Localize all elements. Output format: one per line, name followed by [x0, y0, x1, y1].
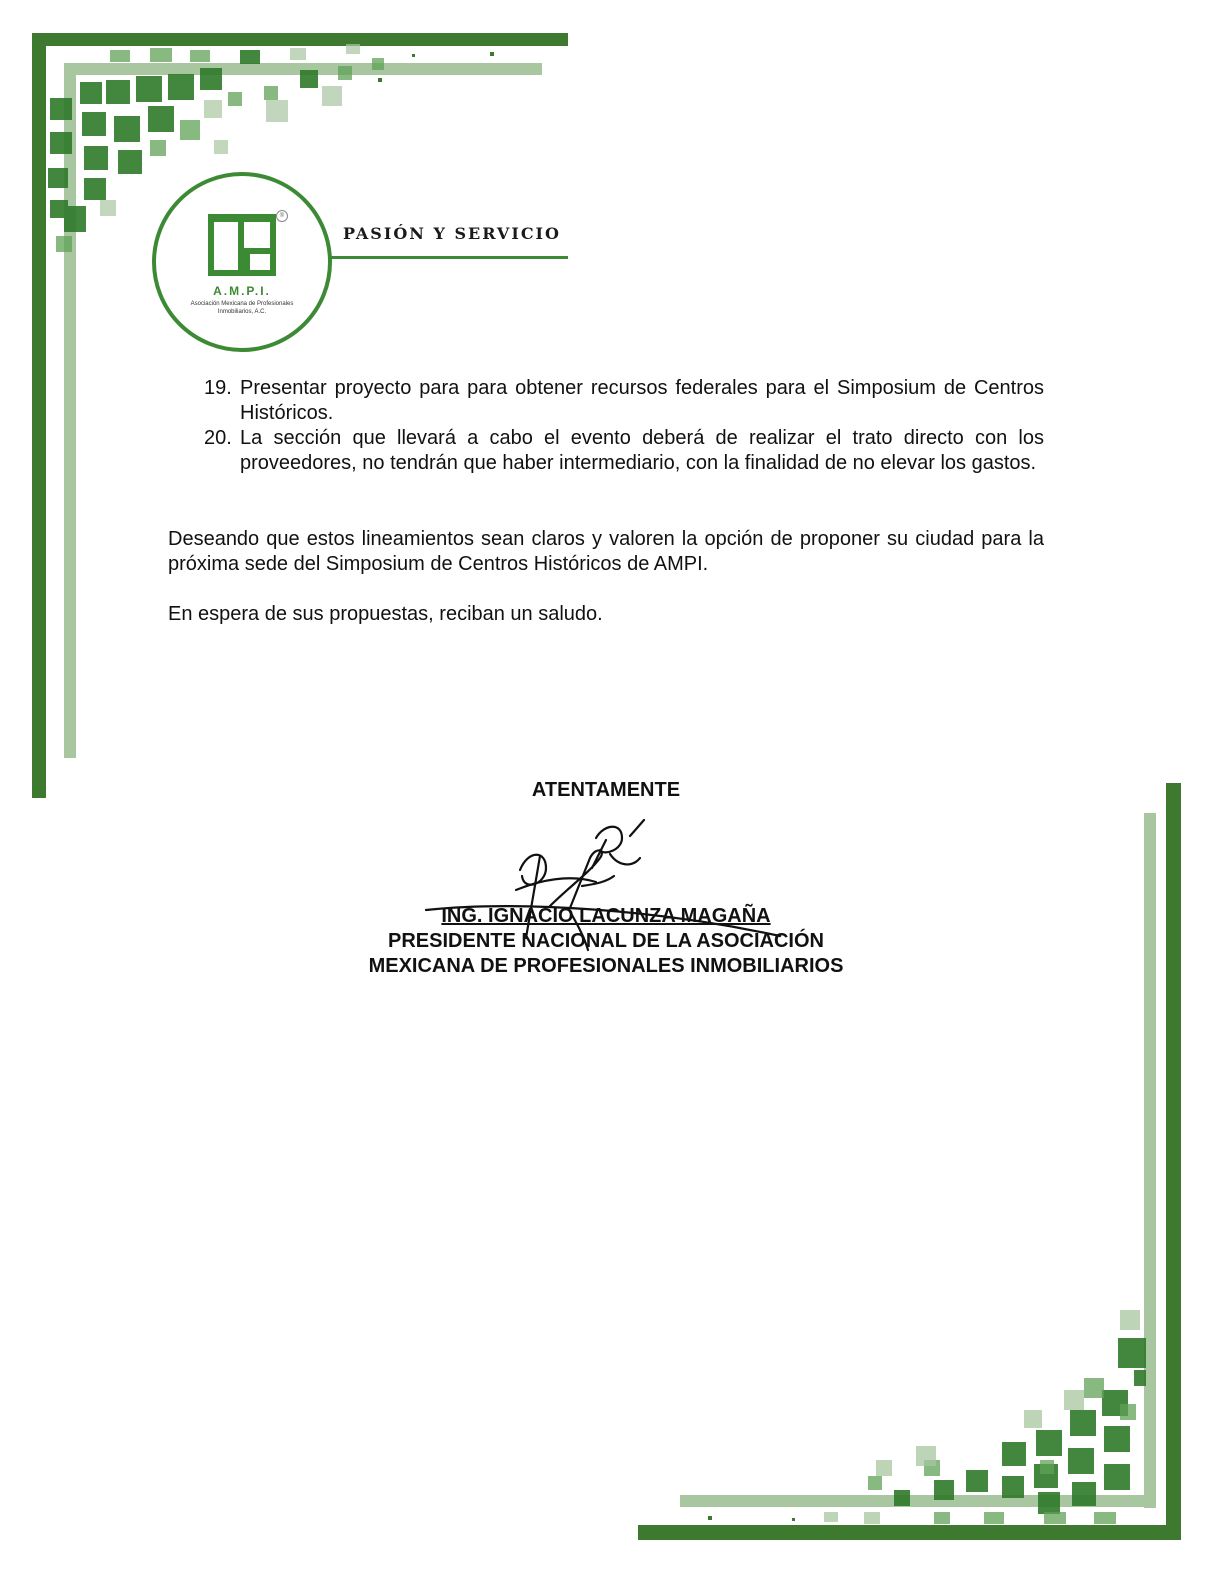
slogan: PASIÓN Y SERVICIO: [343, 224, 561, 243]
list-item: [168, 376, 1044, 426]
ampi-logo: [152, 172, 332, 352]
list-item: [168, 426, 1044, 476]
list-item-text: Presentar proyecto para para obtener recursos federales para el Simposium de Centros Históricos.: [240, 377, 1044, 424]
slogan-underline: [330, 256, 568, 259]
registered-trademark: ®: [276, 210, 288, 222]
list-item-text: La sección que llevará a cabo el evento deberá de realizar el trato directo con los proveedores, no tendrán que haber intermediario, con la finalidad de no elevar los gastos.: [240, 427, 1044, 474]
signatory-block: [0, 904, 1212, 979]
list-item-number: 19.: [204, 377, 232, 399]
signatory-name: ING. IGNACIO LACUNZA MAGAÑA: [441, 905, 771, 927]
guidelines-list: [168, 376, 1044, 476]
closing-paragraph: Deseando que estos lineamientos sean claros y valoren la opción de proponer su ciudad para la próxima sede del Simposium de Centros Históricos de AMPI.: [168, 528, 1044, 575]
signatory-title-line-1: PRESIDENTE NACIONAL DE LA ASOCIACIÓN: [388, 930, 824, 952]
logo-subtitle: Asociación Mexicana de Profesionales Inmobiliarios, A.C.: [190, 301, 294, 315]
logo-name: A.M.P.I.: [213, 284, 271, 298]
farewell-paragraph: En espera de sus propuestas, reciban un saludo.: [168, 603, 603, 625]
ampi-logo-mark-icon: [208, 214, 278, 278]
signatory-title-line-2: MEXICANA DE PROFESIONALES INMOBILIARIOS: [368, 955, 844, 977]
list-item-number: 20.: [204, 427, 232, 449]
closing-word: ATENTAMENTE: [531, 779, 681, 801]
